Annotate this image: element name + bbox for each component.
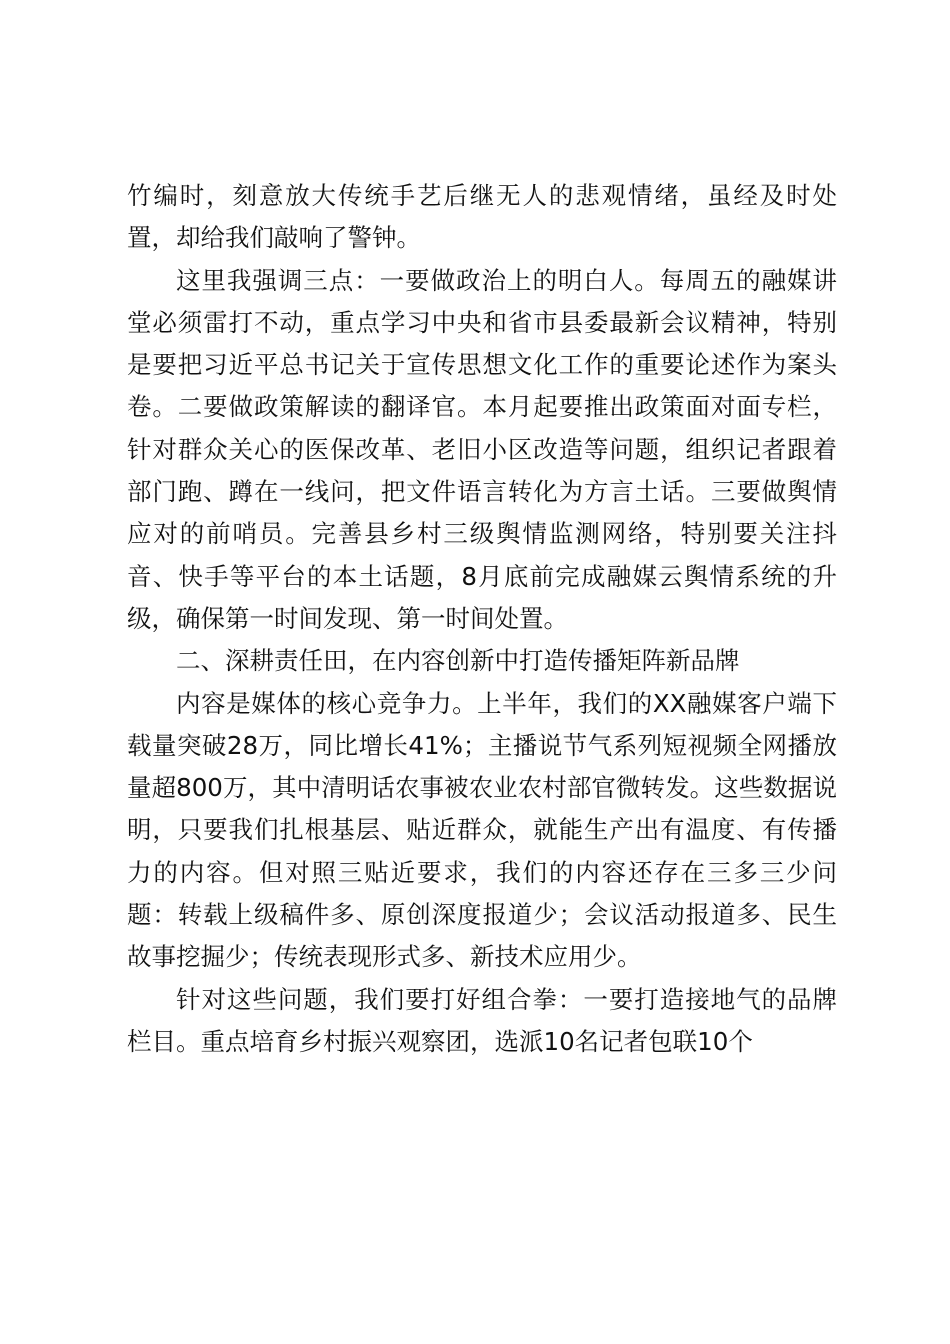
paragraph-combination-measures: 针对这些问题，我们要打好组合拳：一要打造接地气的品牌栏目。重点培育乡村振兴观察团，选派10名记者包联10个 [127,984,837,1056]
paragraph-continuation: 竹编时，刻意放大传统手艺后继无人的悲观情绪，虽经及时处置，却给我们敲响了警钟。 [127,181,837,253]
section-heading-2: 二、深耕责任田，在内容创新中打造传播矩阵新品牌 [176,646,740,676]
paragraph-content-competitiveness: 内容是媒体的核心竞争力。上半年，我们的XX融媒客户端下载量突破28万，同比增长41%；主播说节气系列短视频全网播放量超800万，其中清明话农事被农业农村部官微转发。这些数据说明，只要我们扎根基层、贴近群众，就能生产出有温度、有传播力的内容。但对照三贴近要求，我们的内容还存在三多三少问题：转载上级稿件多、原创深度报道少；会议活动报道多、民生故事挖掘少；传统表现形式多、新技术应用少。 [127,688,837,972]
document-body [127,175,837,1063]
paragraph-three-points: 这里我强调三点：一要做政治上的明白人。每周五的融媒讲堂必须雷打不动，重点学习中央和省市县委最新会议精神，特别是要把习近平总书记关于宣传思想文化工作的重要论述作为案头卷。二要做政策解读的翻译官。本月起要推出政策面对面专栏，针对群众关心的医保改革、老旧小区改造等问题，组织记者跟着部门跑、蹲在一线问，把文件语言转化为方言土话。三要做舆情应对的前哨员。完善县乡村三级舆情监测网络，特别要关注抖音、快手等平台的本土话题，8月底前完成融媒云舆情系统的升级，确保第一时间发现、第一时间处置。 [127,265,837,633]
